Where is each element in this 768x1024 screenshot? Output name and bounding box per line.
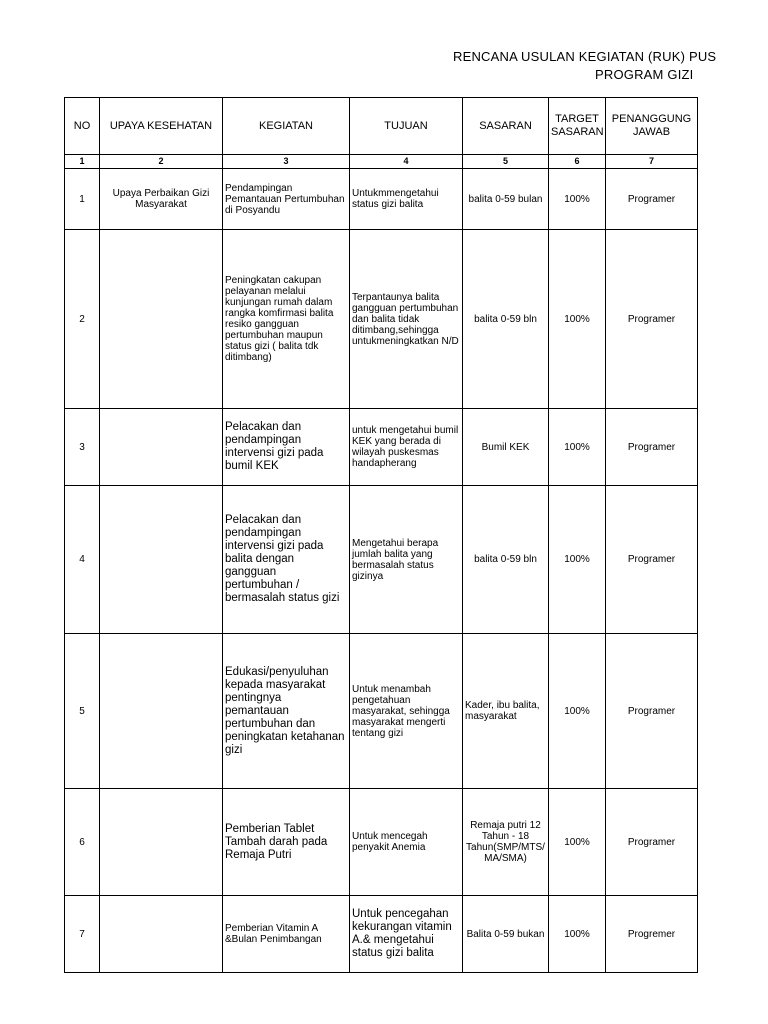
column-number: 2	[100, 155, 223, 169]
column-number: 7	[606, 155, 698, 169]
cell-no: 2	[65, 230, 100, 409]
column-number: 1	[65, 155, 100, 169]
document-title: RENCANA USULAN KEGIATAN (RUK) PUS	[453, 49, 717, 64]
header-row	[65, 98, 698, 155]
table-row	[65, 896, 698, 973]
table-row	[65, 230, 698, 409]
cell-upaya: Upaya Perbaikan Gizi Masyarakat	[100, 169, 223, 230]
table-row	[65, 486, 698, 634]
cell-kegiatan: Edukasi/penyuluhan kepada masyarakat pentingnya pemantauan pertumbuhan dan peningkatan ketahanan gizi	[223, 634, 350, 789]
header-upaya: UPAYA KESEHATAN	[100, 98, 223, 155]
cell-target: 100%	[549, 409, 606, 486]
column-number: 6	[549, 155, 606, 169]
cell-target: 100%	[549, 789, 606, 896]
cell-target: 100%	[549, 169, 606, 230]
cell-sasaran: Remaja putri 12 Tahun - 18 Tahun(SMP/MTS/ MA/SMA)	[463, 789, 549, 896]
cell-kegiatan: Pendampingan Pemantauan Pertumbuhan di Posyandu	[223, 169, 350, 230]
column-number-row	[65, 155, 698, 169]
cell-tujuan: Terpantaunya balita gangguan pertumbuhan dan balita tidak ditimbang,sehingga untukmeningkatkan N/D	[350, 230, 463, 409]
cell-kegiatan: Pelacakan dan pendampingan intervensi gizi pada bumil KEK	[223, 409, 350, 486]
cell-upaya	[100, 486, 223, 634]
table-row	[65, 409, 698, 486]
table-row	[65, 169, 698, 230]
cell-sasaran: Balita 0-59 bukan	[463, 896, 549, 973]
cell-pj: Progremer	[606, 896, 698, 973]
cell-upaya	[100, 789, 223, 896]
cell-sasaran: Kader, ibu balita, masyarakat	[463, 634, 549, 789]
cell-sasaran: Bumil KEK	[463, 409, 549, 486]
cell-tujuan: Untuk menambah pengetahuan masyarakat, sehingga masyarakat mengerti tentang gizi	[350, 634, 463, 789]
cell-kegiatan: Pelacakan dan pendampingan intervensi gizi pada balita dengan gangguan pertumbuhan / bermasalah status gizi	[223, 486, 350, 634]
cell-target: 100%	[549, 634, 606, 789]
ruk-table	[64, 97, 698, 973]
cell-kegiatan: Pemberian Tablet Tambah darah pada Remaja Putri	[223, 789, 350, 896]
cell-sasaran: balita 0-59 bulan	[463, 169, 549, 230]
header-sasaran: SASARAN	[463, 98, 549, 155]
cell-upaya	[100, 896, 223, 973]
cell-sasaran: balita 0-59 bln	[463, 486, 549, 634]
column-number: 4	[350, 155, 463, 169]
cell-no: 1	[65, 169, 100, 230]
cell-upaya	[100, 230, 223, 409]
cell-tujuan: Mengetahui berapa jumlah balita yang bermasalah status gizinya	[350, 486, 463, 634]
column-number: 3	[223, 155, 350, 169]
cell-tujuan: untuk mengetahui bumil KEK yang berada di wilayah puskesmas handapherang	[350, 409, 463, 486]
cell-upaya	[100, 409, 223, 486]
cell-target: 100%	[549, 230, 606, 409]
cell-tujuan: Untuk pencegahan kekurangan vitamin A.& mengetahui status gizi balita	[350, 896, 463, 973]
cell-pj: Programer	[606, 789, 698, 896]
cell-kegiatan: Pemberian Vitamin A &Bulan Penimbangan	[223, 896, 350, 973]
column-number: 5	[463, 155, 549, 169]
table-row	[65, 789, 698, 896]
cell-upaya	[100, 634, 223, 789]
cell-pj: Programer	[606, 634, 698, 789]
cell-sasaran: balita 0-59 bln	[463, 230, 549, 409]
document-subtitle: PROGRAM GIZI	[595, 67, 694, 82]
cell-target: 100%	[549, 486, 606, 634]
header-pj: PENANGGUNG JAWAB	[606, 98, 698, 155]
cell-kegiatan: Peningkatan cakupan pelayanan melalui kunjungan rumah dalam rangka komfirmasi balita resiko gangguan pertumbuhan maupun status gizi ( balita tdk ditimbang)	[223, 230, 350, 409]
cell-pj: Programer	[606, 230, 698, 409]
cell-pj: Programer	[606, 169, 698, 230]
table-row	[65, 634, 698, 789]
header-kegiatan: KEGIATAN	[223, 98, 350, 155]
cell-no: 4	[65, 486, 100, 634]
cell-tujuan: Untuk mencegah penyakit Anemia	[350, 789, 463, 896]
cell-no: 5	[65, 634, 100, 789]
cell-no: 6	[65, 789, 100, 896]
cell-pj: Programer	[606, 486, 698, 634]
cell-pj: Programer	[606, 409, 698, 486]
header-no: NO	[65, 98, 100, 155]
cell-tujuan: Untukmmengetahui status gizi balita	[350, 169, 463, 230]
header-tujuan: TUJUAN	[350, 98, 463, 155]
header-target: TARGET SASARAN	[549, 98, 606, 155]
cell-no: 7	[65, 896, 100, 973]
cell-no: 3	[65, 409, 100, 486]
cell-target: 100%	[549, 896, 606, 973]
